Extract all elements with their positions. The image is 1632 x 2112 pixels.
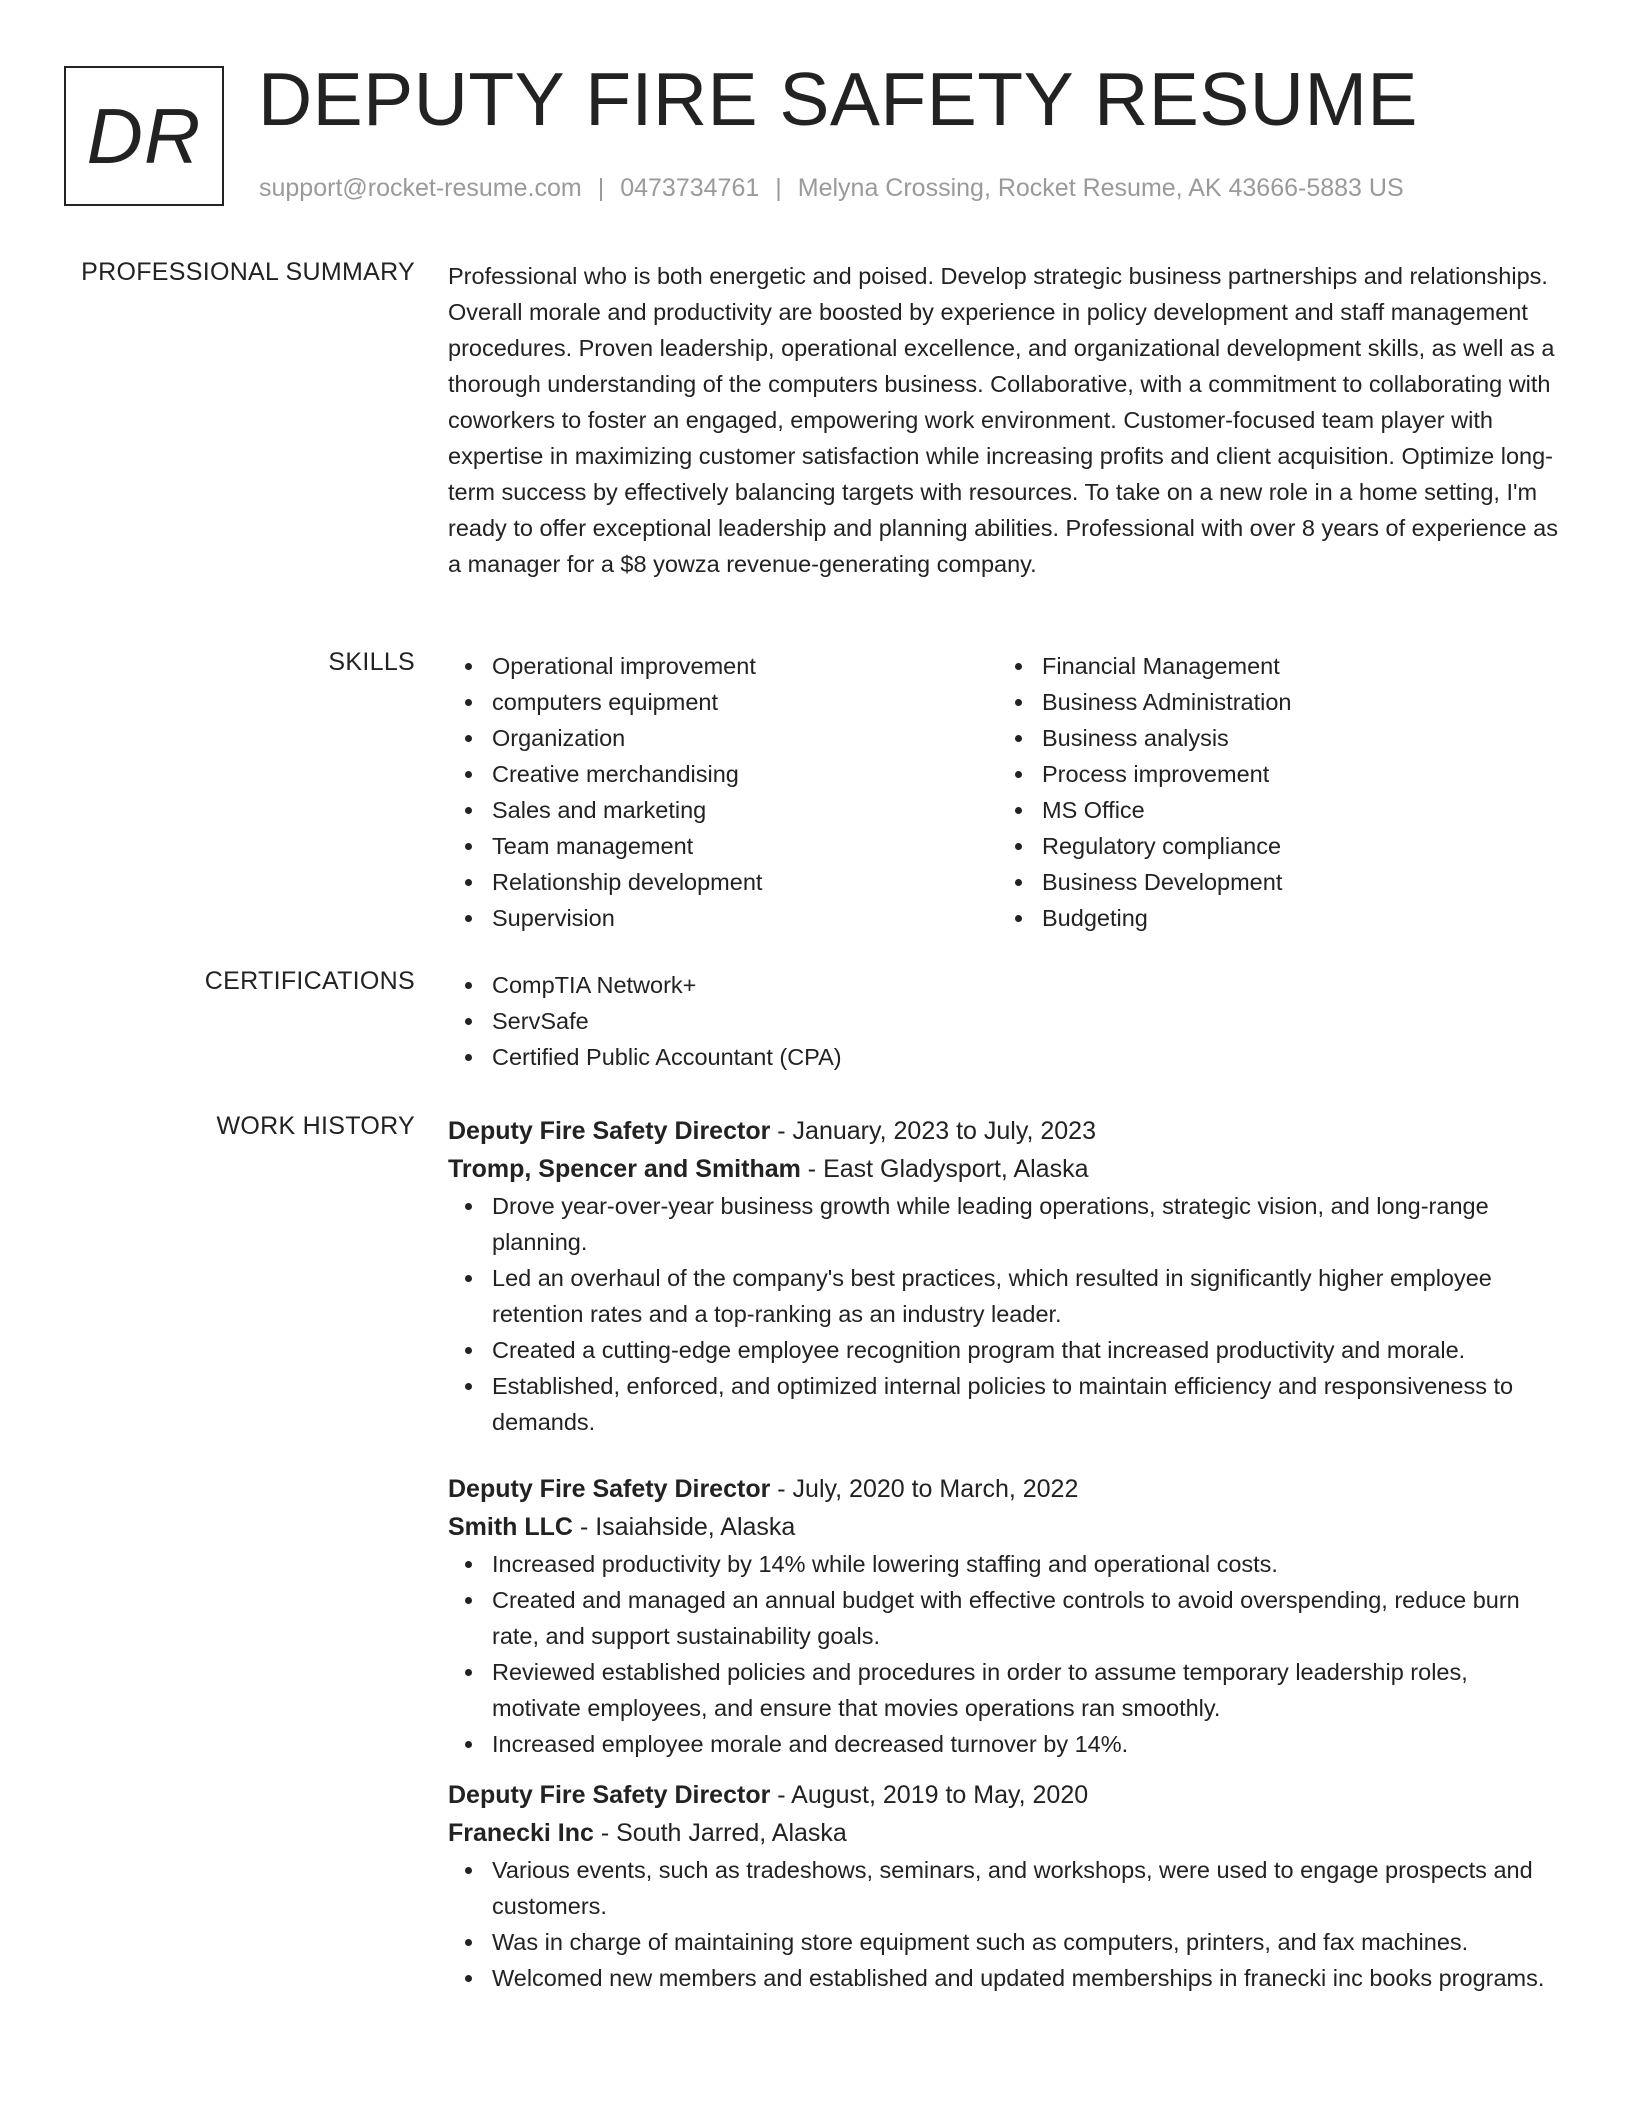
job-bullets: [448, 1546, 1558, 1762]
skill-item: Business analysis: [1042, 720, 1548, 756]
job-title: Deputy Fire Safety Director: [448, 1781, 771, 1809]
skill-item: Financial Management: [1042, 648, 1548, 684]
skills-label: SKILLS: [328, 648, 415, 676]
summary-label: PROFESSIONAL SUMMARY: [81, 258, 415, 286]
skill-item: Relationship development: [492, 864, 998, 900]
job-company-line: [448, 1814, 1558, 1852]
skills-body: [448, 648, 1558, 936]
job-bullets: [448, 1188, 1558, 1440]
certifications-body: [448, 967, 1558, 1075]
job-location: - South Jarred, Alaska: [593, 1819, 847, 1847]
skill-item: Business Administration: [1042, 684, 1548, 720]
job-title: Deputy Fire Safety Director: [448, 1117, 771, 1145]
job-dates: - July, 2020 to March, 2022: [770, 1475, 1079, 1503]
monogram-initials: DR: [86, 91, 202, 180]
contact-email: support@rocket-resume.com: [259, 174, 582, 202]
job-company: Franecki Inc: [448, 1819, 594, 1847]
summary-text: Professional who is both energetic and poised. Develop strategic business partnerships and relationships. Overall morale and productivity are boosted by experience in policy development and staff management procedures. Proven leadership, operational excellence, and organizational development skills, as well as a thorough understanding of the computers business. Collaborative, with a commitment to collaborating with coworkers to foster an engaged, empowering work environment. Customer-focused team player with expertise in maximizing customer satisfaction while increasing profits and client acquisition. Optimize long-term success by effectively balancing targets with resources. To take on a new role in a home setting, I'm ready to offer exceptional leadership and planning abilities. Professional with over 8 years of experience as a manager for a $8 yowza revenue-generating company.: [448, 263, 1558, 577]
work-history-body: [448, 1112, 1558, 1996]
skills-column-left: [448, 648, 998, 936]
job-title-line: [448, 1112, 1558, 1150]
contact-line: [259, 174, 1404, 203]
job-bullet: Various events, such as tradeshows, seminars, and workshops, were used to engage prospects and customers.: [492, 1852, 1558, 1924]
job-title: Deputy Fire Safety Director: [448, 1475, 771, 1503]
job-dates: - January, 2023 to July, 2023: [770, 1117, 1096, 1145]
job-title-line: [448, 1470, 1558, 1508]
resume-title: DEPUTY FIRE SAFETY RESUME: [258, 57, 1418, 141]
job-bullet: Drove year-over-year business growth while leading operations, strategic vision, and long-range planning.: [492, 1188, 1558, 1260]
job-location: - Isaiahside, Alaska: [573, 1513, 796, 1541]
monogram-box: [64, 66, 224, 206]
job-bullet: Was in charge of maintaining store equipment such as computers, printers, and fax machines.: [492, 1924, 1558, 1960]
certification-item: CompTIA Network+: [492, 967, 1558, 1003]
summary-body: [448, 258, 1558, 582]
contact-separator: |: [597, 174, 605, 202]
skill-item: Creative merchandising: [492, 756, 998, 792]
skill-item: Budgeting: [1042, 900, 1548, 936]
job-company: Smith LLC: [448, 1513, 573, 1541]
skill-item: Organization: [492, 720, 998, 756]
skill-item: MS Office: [1042, 792, 1548, 828]
certifications-label: CERTIFICATIONS: [204, 967, 415, 995]
skills-grid: [448, 648, 1558, 936]
job-bullet: Reviewed established policies and procedures in order to assume temporary leadership roles, motivate employees, and ensure that movies operations ran smoothly.: [492, 1654, 1558, 1726]
job-entry: [448, 1470, 1558, 1762]
job-bullets: [448, 1852, 1558, 1996]
job-dates: - August, 2019 to May, 2020: [770, 1781, 1089, 1809]
job-company-line: [448, 1508, 1558, 1546]
skill-item: Sales and marketing: [492, 792, 998, 828]
contact-separator: |: [775, 174, 782, 202]
job-company-line: [448, 1150, 1558, 1188]
certification-item: Certified Public Accountant (CPA): [492, 1039, 1558, 1075]
contact-address: Melyna Crossing, Rocket Resume, AK 43666-5883 US: [797, 174, 1404, 202]
skills-column-right: [998, 648, 1548, 936]
job-company: Tromp, Spencer and Smitham: [448, 1155, 801, 1183]
job-entry: [448, 1776, 1558, 1996]
skill-item: Team management: [492, 828, 998, 864]
job-bullet: Welcomed new members and established and updated memberships in franecki inc books programs.: [492, 1960, 1558, 1996]
job-location: - East Gladysport, Alaska: [800, 1155, 1089, 1183]
skill-item: Regulatory compliance: [1042, 828, 1548, 864]
job-bullet: Established, enforced, and optimized internal policies to maintain efficiency and responsiveness to demands.: [492, 1368, 1558, 1440]
job-bullet: Led an overhaul of the company's best practices, which resulted in significantly higher employee retention rates and a top-ranking as an industry leader.: [492, 1260, 1558, 1332]
skill-item: Process improvement: [1042, 756, 1548, 792]
skill-item: Business Development: [1042, 864, 1548, 900]
certification-item: ServSafe: [492, 1003, 1558, 1039]
skill-item: Operational improvement: [492, 648, 998, 684]
skill-item: Supervision: [492, 900, 998, 936]
job-title-line: [448, 1776, 1558, 1814]
job-bullet: Created and managed an annual budget with effective controls to avoid overspending, reduce burn rate, and support sustainability goals.: [492, 1582, 1558, 1654]
skills-list-left: [448, 648, 998, 936]
certifications-list: [448, 967, 1558, 1075]
skills-list-right: [998, 648, 1548, 936]
work-history-label: WORK HISTORY: [216, 1112, 415, 1140]
job-bullet: Increased employee morale and decreased turnover by 14%.: [492, 1726, 1558, 1762]
job-entry: [448, 1112, 1558, 1440]
job-bullet: Increased productivity by 14% while lowering staffing and operational costs.: [492, 1546, 1558, 1582]
job-bullet: Created a cutting-edge employee recognition program that increased productivity and morale.: [492, 1332, 1558, 1368]
contact-phone: 0473734761: [620, 174, 760, 202]
skill-item: computers equipment: [492, 684, 998, 720]
